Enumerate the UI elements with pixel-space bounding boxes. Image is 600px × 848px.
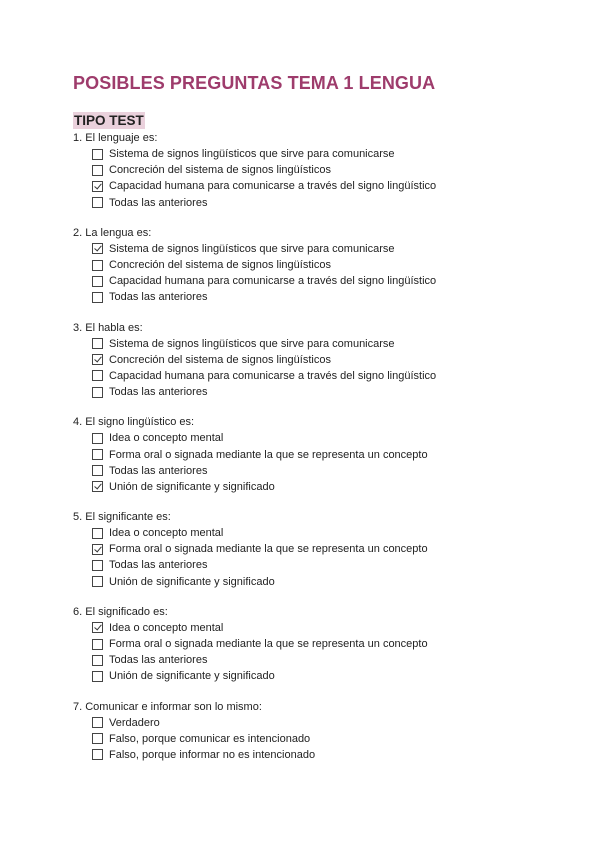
answer-option-label: Sistema de signos lingüísticos que sirve para comunicarse [109, 242, 395, 255]
answer-option[interactable] [73, 241, 573, 257]
question-text: 5. El significante es: [73, 511, 171, 523]
document-title: POSIBLES PREGUNTAS TEMA 1 LENGUA [73, 73, 436, 93]
answer-option-label: Unión de significante y significado [109, 575, 275, 588]
answer-option-label: Todas las anteriores [109, 559, 208, 572]
checkbox-icon[interactable] [92, 576, 103, 587]
answer-option[interactable] [73, 368, 573, 384]
answer-option-label: Idea o concepto mental [109, 621, 224, 634]
answer-option[interactable] [73, 384, 573, 400]
question-3 [73, 320, 573, 401]
question-text: 2. La lengua es: [73, 226, 152, 239]
answer-option[interactable] [73, 257, 573, 273]
checkbox-icon[interactable] [92, 387, 103, 398]
checked-checkbox-icon[interactable] [92, 243, 103, 254]
answer-option[interactable] [73, 557, 573, 573]
answer-option[interactable] [73, 352, 573, 368]
answer-option[interactable] [73, 652, 573, 668]
checked-checkbox-icon[interactable] [92, 354, 103, 365]
answer-option-label: Todas las anteriores [109, 196, 208, 209]
answer-option[interactable] [73, 479, 573, 495]
answer-option-label: Forma oral o signada mediante la que se representa un concepto [109, 638, 428, 651]
answer-option-label: Capacidad humana para comunicarse a través del signo lingüístico [109, 369, 437, 382]
answer-option-label: Falso, porque informar no es intencionado [109, 748, 316, 761]
checked-checkbox-icon[interactable] [92, 544, 103, 555]
answer-option[interactable] [73, 446, 573, 462]
checkbox-icon[interactable] [92, 671, 103, 682]
answer-option[interactable] [73, 463, 573, 479]
question-text: 1. El lenguaje es: [73, 132, 158, 144]
checkbox-icon[interactable] [92, 465, 103, 476]
question-list [73, 130, 573, 777]
answer-option[interactable] [73, 336, 573, 352]
answer-option[interactable] [73, 525, 573, 541]
checkbox-icon[interactable] [92, 165, 103, 176]
checkbox-icon[interactable] [92, 560, 103, 571]
answer-option-label: Unión de significante y significado [109, 480, 275, 493]
checked-checkbox-icon[interactable] [92, 481, 103, 492]
checkbox-icon[interactable] [92, 260, 103, 271]
question-4 [73, 414, 573, 495]
answer-option[interactable] [73, 195, 573, 211]
answer-option-label: Capacidad humana para comunicarse a través del signo lingüístico [109, 180, 437, 193]
checkbox-icon[interactable] [92, 433, 103, 444]
answer-option-label: Todas las anteriores [109, 386, 208, 399]
checkbox-icon[interactable] [92, 717, 103, 728]
question-5 [73, 509, 573, 590]
question-text: 3. El habla es: [73, 321, 143, 334]
answer-option[interactable] [73, 574, 573, 590]
question-1 [73, 130, 573, 211]
checkbox-icon[interactable] [92, 149, 103, 160]
answer-option-label: Todas las anteriores [109, 291, 208, 304]
answer-option[interactable] [73, 430, 573, 446]
answer-option-label: Verdadero [109, 716, 160, 729]
answer-option[interactable] [73, 162, 573, 178]
answer-option-label: Sistema de signos lingüísticos que sirve para comunicarse [109, 337, 395, 350]
checkbox-icon[interactable] [92, 370, 103, 381]
question-6 [73, 604, 573, 685]
answer-option[interactable] [73, 289, 573, 305]
answer-option-label: Idea o concepto mental [109, 527, 224, 540]
checkbox-icon[interactable] [92, 655, 103, 666]
answer-option[interactable] [73, 273, 573, 289]
answer-option[interactable] [73, 747, 573, 763]
question-text: 4. El signo lingüístico es: [73, 416, 195, 429]
answer-option[interactable] [73, 178, 573, 194]
answer-option-label: Forma oral o signada mediante la que se representa un concepto [109, 448, 428, 461]
checkbox-icon[interactable] [92, 639, 103, 650]
checked-checkbox-icon[interactable] [92, 181, 103, 192]
answer-option-label: Todas las anteriores [109, 654, 208, 667]
answer-option[interactable] [73, 731, 573, 747]
answer-option-label: Concreción del sistema de signos lingüísticos [109, 164, 331, 177]
question-text: 6. El significado es: [73, 605, 168, 618]
checkbox-icon[interactable] [92, 449, 103, 460]
answer-option-label: Unión de significante y significado [109, 670, 275, 683]
answer-option[interactable] [73, 541, 573, 557]
answer-option-label: Concreción del sistema de signos lingüísticos [109, 259, 331, 272]
checkbox-icon[interactable] [92, 338, 103, 349]
answer-option[interactable] [73, 668, 573, 684]
checkbox-icon[interactable] [92, 276, 103, 287]
checkbox-icon[interactable] [92, 292, 103, 303]
answer-option-label: Forma oral o signada mediante la que se representa un concepto [109, 543, 428, 556]
question-2 [73, 225, 573, 306]
section-title: TIPO TEST [74, 113, 144, 128]
answer-option[interactable] [73, 146, 573, 162]
answer-option-label: Todas las anteriores [109, 464, 208, 477]
checkbox-icon[interactable] [92, 733, 103, 744]
answer-option[interactable] [73, 715, 573, 731]
question-text: 7. Comunicar e informar son lo mismo: [73, 700, 262, 713]
answer-option-label: Capacidad humana para comunicarse a través del signo lingüístico [109, 275, 437, 288]
question-7 [73, 699, 573, 764]
answer-option-label: Idea o concepto mental [109, 432, 224, 445]
answer-option[interactable] [73, 636, 573, 652]
checkbox-icon[interactable] [92, 528, 103, 539]
checkbox-icon[interactable] [92, 197, 103, 208]
answer-option[interactable] [73, 620, 573, 636]
answer-option-label: Concreción del sistema de signos lingüísticos [109, 353, 331, 366]
answer-option-label: Sistema de signos lingüísticos que sirve para comunicarse [109, 148, 395, 161]
answer-option-label: Falso, porque comunicar es intencionado [109, 732, 311, 745]
checked-checkbox-icon[interactable] [92, 622, 103, 633]
checkbox-icon[interactable] [92, 749, 103, 760]
